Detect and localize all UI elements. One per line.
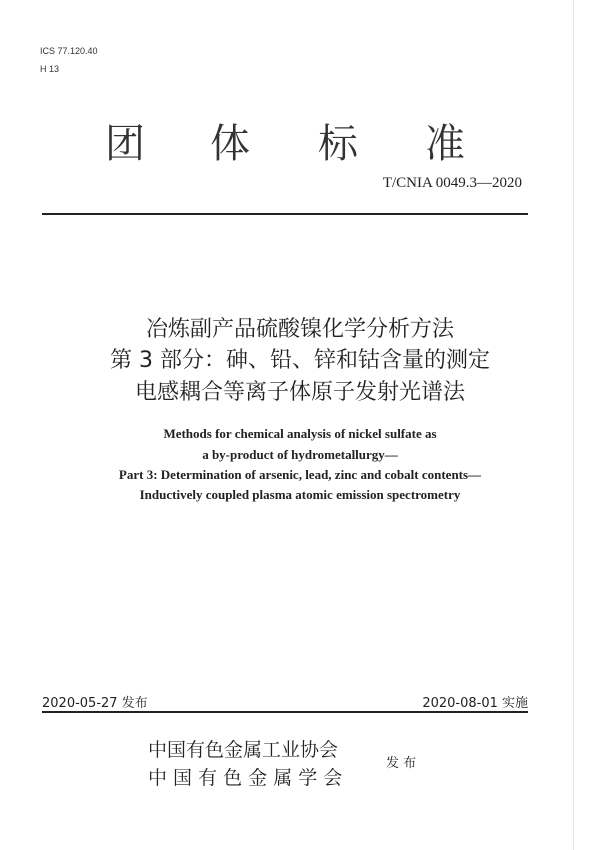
title-en-line: a by-product of hydrometallurgy— xyxy=(202,447,398,462)
publish-label: 发 布 xyxy=(386,756,417,771)
bottom-rule xyxy=(42,711,528,713)
publisher: 中 国 有 色 金 属 学 会 xyxy=(148,767,343,789)
top-rule xyxy=(42,213,528,215)
title-cn-line: 冶炼副产品硫酸镍化学分析方法 xyxy=(145,317,454,342)
header-char: 体 xyxy=(210,121,250,167)
publisher: 中国有色金属工业协会 xyxy=(148,739,339,761)
header-char: 标 xyxy=(318,121,358,167)
standard-number: T/CNIA 0049.3—2020 xyxy=(382,175,522,191)
ics-code: ICS 77.120.40 xyxy=(40,46,98,56)
page-edge xyxy=(573,0,574,850)
title-en-line: Inductively coupled plasma atomic emission spectrometry xyxy=(139,487,461,502)
title-cn-line: 第 3 部分：砷、铅、锌和钴含量的测定 xyxy=(110,348,490,373)
implement-date: 2020-08-01 实施 xyxy=(422,696,528,711)
title-cn-line: 电感耦合等离子体原子发射光谱法 xyxy=(134,380,465,405)
header-char: 准 xyxy=(425,121,465,167)
title-en-line: Methods for chemical analysis of nickel sulfate as xyxy=(163,426,437,441)
title-en-line: Part 3: Determination of arsenic, lead, zinc and cobalt contents— xyxy=(118,467,482,482)
issue-date: 2020-05-27 发布 xyxy=(42,696,148,711)
ccs-code: H 13 xyxy=(40,64,60,74)
header-char: 团 xyxy=(105,121,145,167)
